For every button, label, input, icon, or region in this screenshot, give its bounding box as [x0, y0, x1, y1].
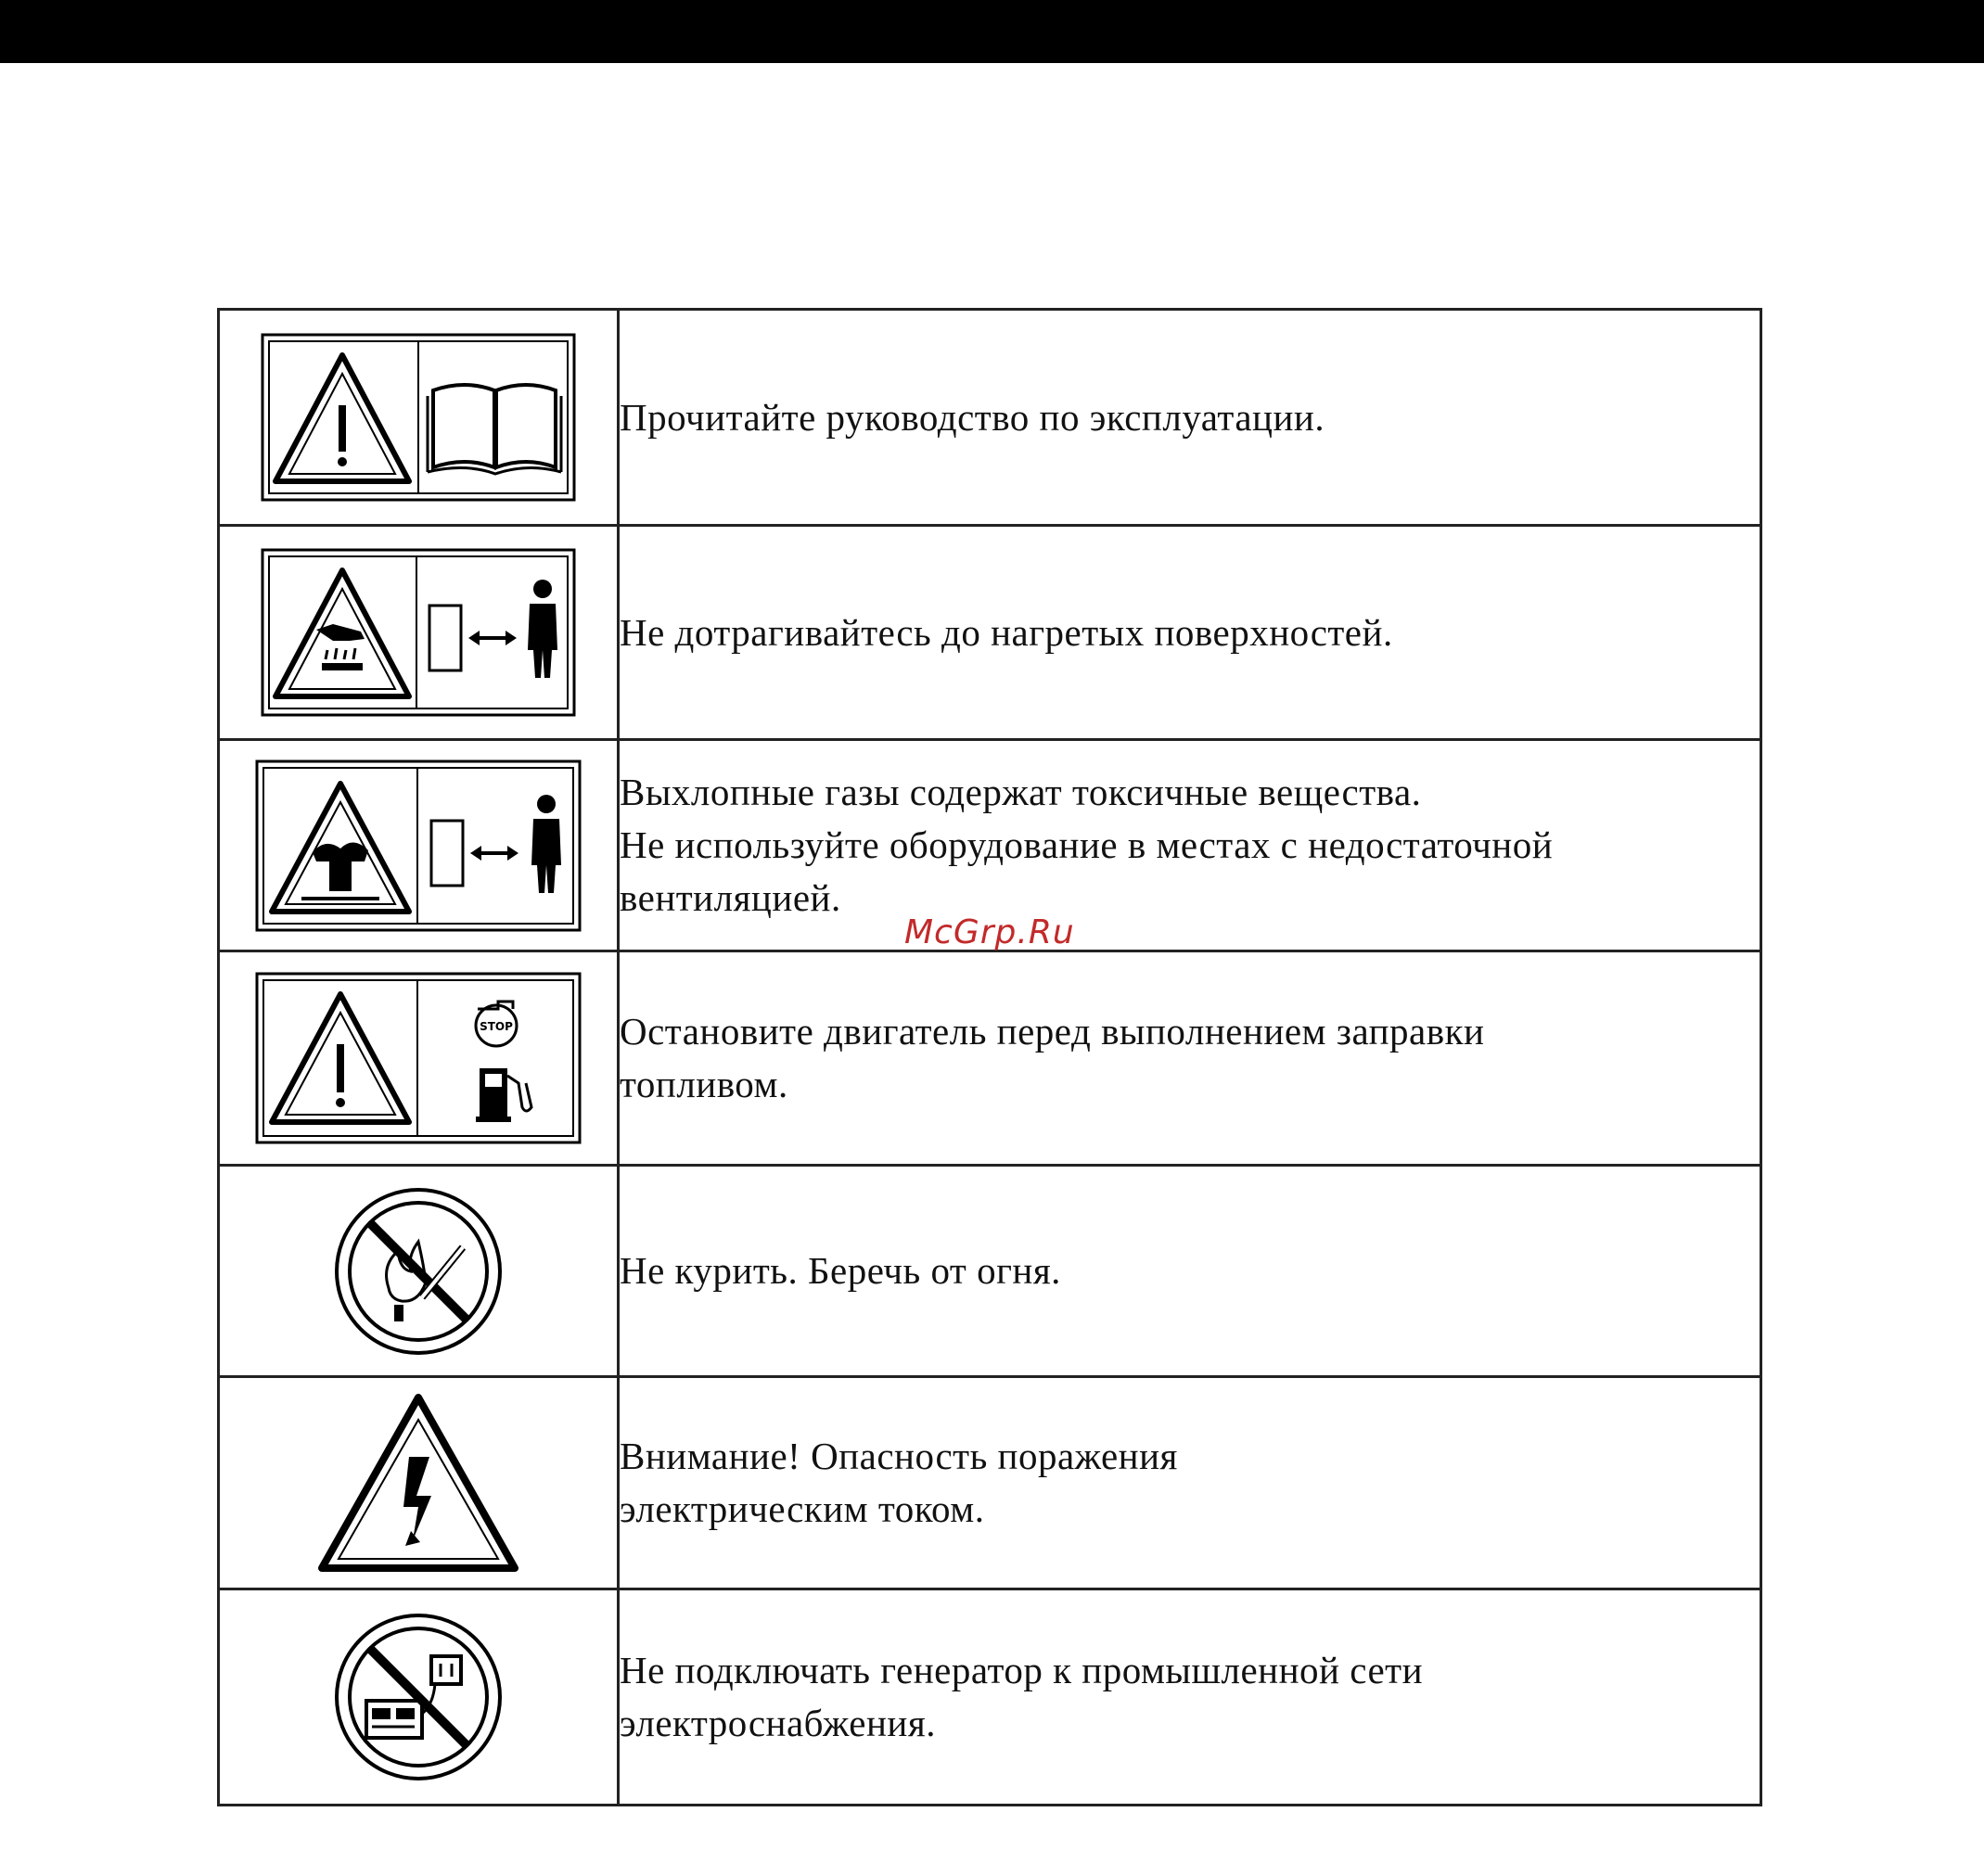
icon-cell [219, 1166, 619, 1377]
sign-description: Выхлопные газы содержат токсичные вещества. [620, 771, 1422, 813]
sign-description: Не курить. Беречь от огня. [620, 1249, 1061, 1292]
icon-cell [219, 526, 619, 740]
icon-cell [219, 740, 619, 951]
table-row [219, 310, 1761, 526]
table-row [219, 1166, 1761, 1377]
no-smoking-no-fire-icon [333, 1186, 504, 1357]
warning-read-manual-icon [261, 333, 576, 502]
watermark: McGrp.Ru [904, 913, 1075, 951]
text-cell [619, 951, 1761, 1166]
text-cell [619, 310, 1761, 526]
icon-cell [219, 310, 619, 526]
sign-description: топливом. [620, 1063, 788, 1105]
sign-description: электроснабжения. [620, 1702, 936, 1744]
sign-description: Не дотрагивайтесь до нагретых поверхностей. [620, 610, 1393, 654]
text-cell [619, 740, 1761, 951]
hot-surface-icon [261, 548, 576, 717]
sign-description: Не подключать генератор к промышленной сети [620, 1649, 1424, 1691]
toxic-exhaust-icon [255, 759, 582, 932]
text-cell [619, 1589, 1761, 1806]
electric-shock-icon [316, 1392, 520, 1574]
sign-description: Остановите двигатель перед выполнением заправки [620, 1010, 1485, 1053]
table-row [219, 1589, 1761, 1806]
icon-cell [219, 1589, 619, 1806]
text-cell [619, 1377, 1761, 1589]
icon-cell [219, 951, 619, 1166]
text-cell [619, 526, 1761, 740]
table-row [219, 526, 1761, 740]
stop-label: STOP [480, 1020, 513, 1033]
icon-cell [219, 1377, 619, 1589]
top-black-bar [0, 0, 1984, 63]
sign-description: Внимание! Опасность поражения [620, 1435, 1178, 1477]
table-row [219, 1377, 1761, 1589]
sign-description: вентиляцией. [620, 876, 841, 919]
stop-engine-refuel-icon [255, 972, 582, 1144]
sign-description: Прочитайте руководство по эксплуатации. [620, 395, 1325, 439]
safety-signs-table [217, 308, 1762, 1806]
sign-description: электрическим током. [620, 1487, 985, 1530]
table-row [219, 951, 1761, 1166]
text-cell [619, 1166, 1761, 1377]
no-grid-connection-icon [333, 1612, 504, 1782]
sign-description: Не используйте оборудование в местах с недостаточной [620, 823, 1554, 866]
